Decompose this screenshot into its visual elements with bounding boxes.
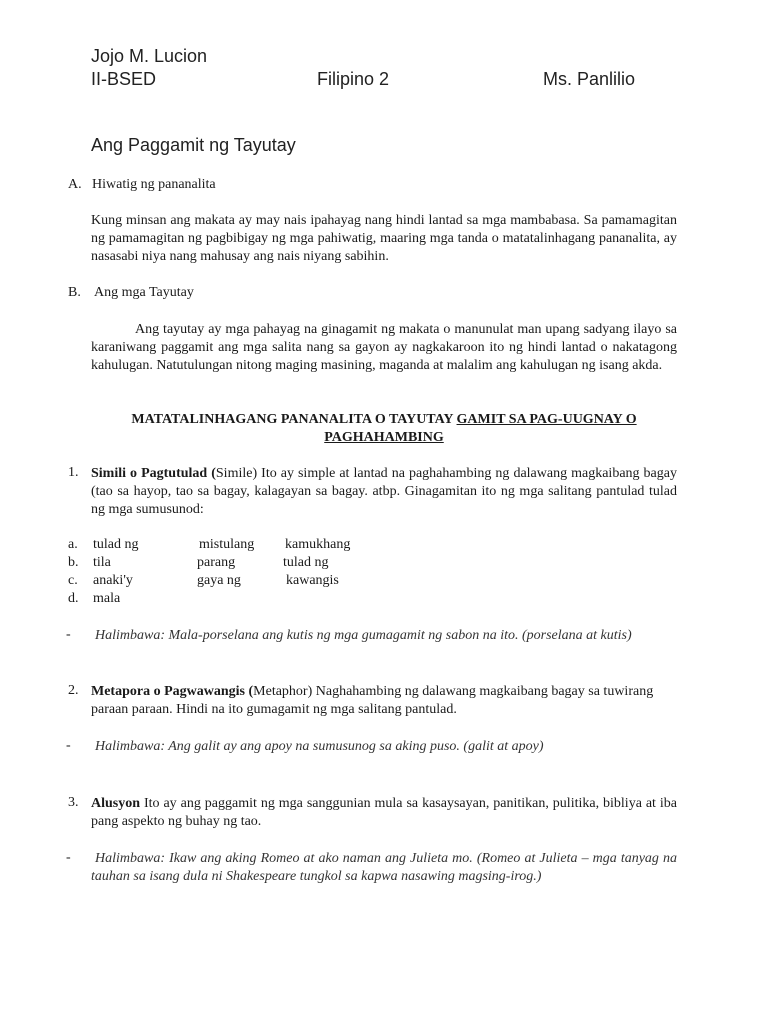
word-list-col1: tulad ng [93, 537, 139, 552]
section-a-paragraph: Kung minsan ang makata ay may nais ipahayag nang hindi lantad sa mga mambabasa. Sa pamamagitan ng pamamagitan ng pagbibigay ng mga pahiwatig, maaring mga tanda o matatalinhagang pananalita, ay nasasabi niya nang mahusay ang nais niyang sabihin. [91, 213, 677, 264]
item-1-text: Ito ay simple at lantad na paghahambing ng dalawang magkaibang bagay (tao sa hayop, tao sa bagay, kalagayan sa bagay. atbp. Ginagamitan ito ng mga salitang pantulad tulad ng mga sumusunod: [91, 466, 677, 517]
word-list-marker: a. [68, 537, 78, 552]
item-2-term: Metapora o Pagwawangis ( [91, 684, 254, 699]
section-a-heading: Hiwatig ng pananalita [92, 177, 216, 192]
subheading [91, 411, 677, 447]
section-label: II-BSED [91, 69, 157, 89]
item-2-number: 2. [68, 683, 79, 698]
word-list-row [68, 536, 668, 554]
word-list-col2: gaya ng [197, 573, 241, 588]
example-1-dash: - [66, 627, 71, 642]
student-name: Jojo M. Lucion [91, 46, 208, 66]
item-3-number: 3. [68, 795, 79, 810]
word-list-marker: b. [68, 555, 79, 570]
item-1-number: 1. [68, 465, 79, 480]
word-list-col2: parang [197, 555, 236, 570]
item-1-term: Simili o Pagtutulad ( [91, 466, 216, 481]
example-3-text: Halimbawa: Ikaw ang aking Romeo at ako naman ang Julieta mo. (Romeo at Julieta – mga tanyag na tauhan sa isang dula ni Shakespeare tungkol sa kapwa nasawing magsing-irog.) [91, 851, 677, 884]
teacher-label: Ms. Panlilio [543, 69, 636, 89]
item-3-term: Alusyon [91, 796, 141, 811]
item-2-body [91, 683, 677, 719]
item-1-body [91, 465, 677, 519]
word-list-col3: kawangis [286, 573, 339, 588]
word-list-col1: anaki'y [93, 573, 133, 588]
example-2-text: Halimbawa: Ang galit ay ang apoy na sumusunog sa aking puso. (galit at apoy) [95, 739, 544, 754]
section-b-heading: Ang mga Tayutay [94, 285, 194, 300]
item-3-text: Ito ay ang paggamit ng mga sanggunian mula sa kasaysayan, panitikan, pulitika, bibliya at iba pang aspekto ng buhay ng tao. [91, 796, 677, 829]
word-list-col1: mala [93, 591, 121, 606]
document-title: Ang Paggamit ng Tayutay [91, 135, 296, 155]
section-a-marker: A. [68, 177, 82, 192]
item-2-english: Metaphor) [253, 684, 313, 699]
subject-label: Filipino 2 [317, 69, 390, 89]
example-2-dash: - [66, 738, 71, 753]
subheading-underlined-2: PAGHAHAMBING [324, 430, 444, 445]
item-2-text: Naghahambing ng dalawang magkaibang bagay sa tuwirang paraan paraan. Hindi na ito gumagamit ng mga salitang pantulad. [91, 684, 654, 717]
word-list-row [68, 590, 668, 608]
word-list-row [68, 554, 668, 572]
example-1-text: Halimbawa: Mala-porselana ang kutis ng mga gumagamit ng sabon na ito. (porselana at kutis) [95, 628, 632, 643]
section-b-marker: B. [68, 285, 81, 300]
word-list-marker: c. [68, 573, 78, 588]
subheading-underlined-1: GAMIT SA PAG-UUGNAY O [456, 412, 637, 427]
item-3-body [91, 795, 677, 831]
item-1-english: Simile) [215, 466, 258, 481]
word-list-col2: mistulang [199, 537, 255, 552]
word-list-col1: tila [93, 555, 111, 570]
subheading-plain: MATATALINHAGANG PANANALITA O TAYUTAY [131, 412, 457, 427]
word-list-row [68, 572, 668, 590]
section-b-paragraph: Ang tayutay ay mga pahayag na ginagamit ng makata o manunulat man upang sadyang ilayo sa karaniwang paggamit ang mga salita nang sa gayon ay nagkakaroon ito ng hindi lantad o nakatagong kahulugan. Natutulungan nitong maging masining, maganda at malalim ang kahulugan ng isang akda. [91, 322, 677, 373]
word-list-col3: kamukhang [285, 537, 351, 552]
word-list-marker: d. [68, 591, 79, 606]
word-list-col3: tulad ng [283, 555, 329, 570]
example-3-dash: - [66, 850, 71, 865]
